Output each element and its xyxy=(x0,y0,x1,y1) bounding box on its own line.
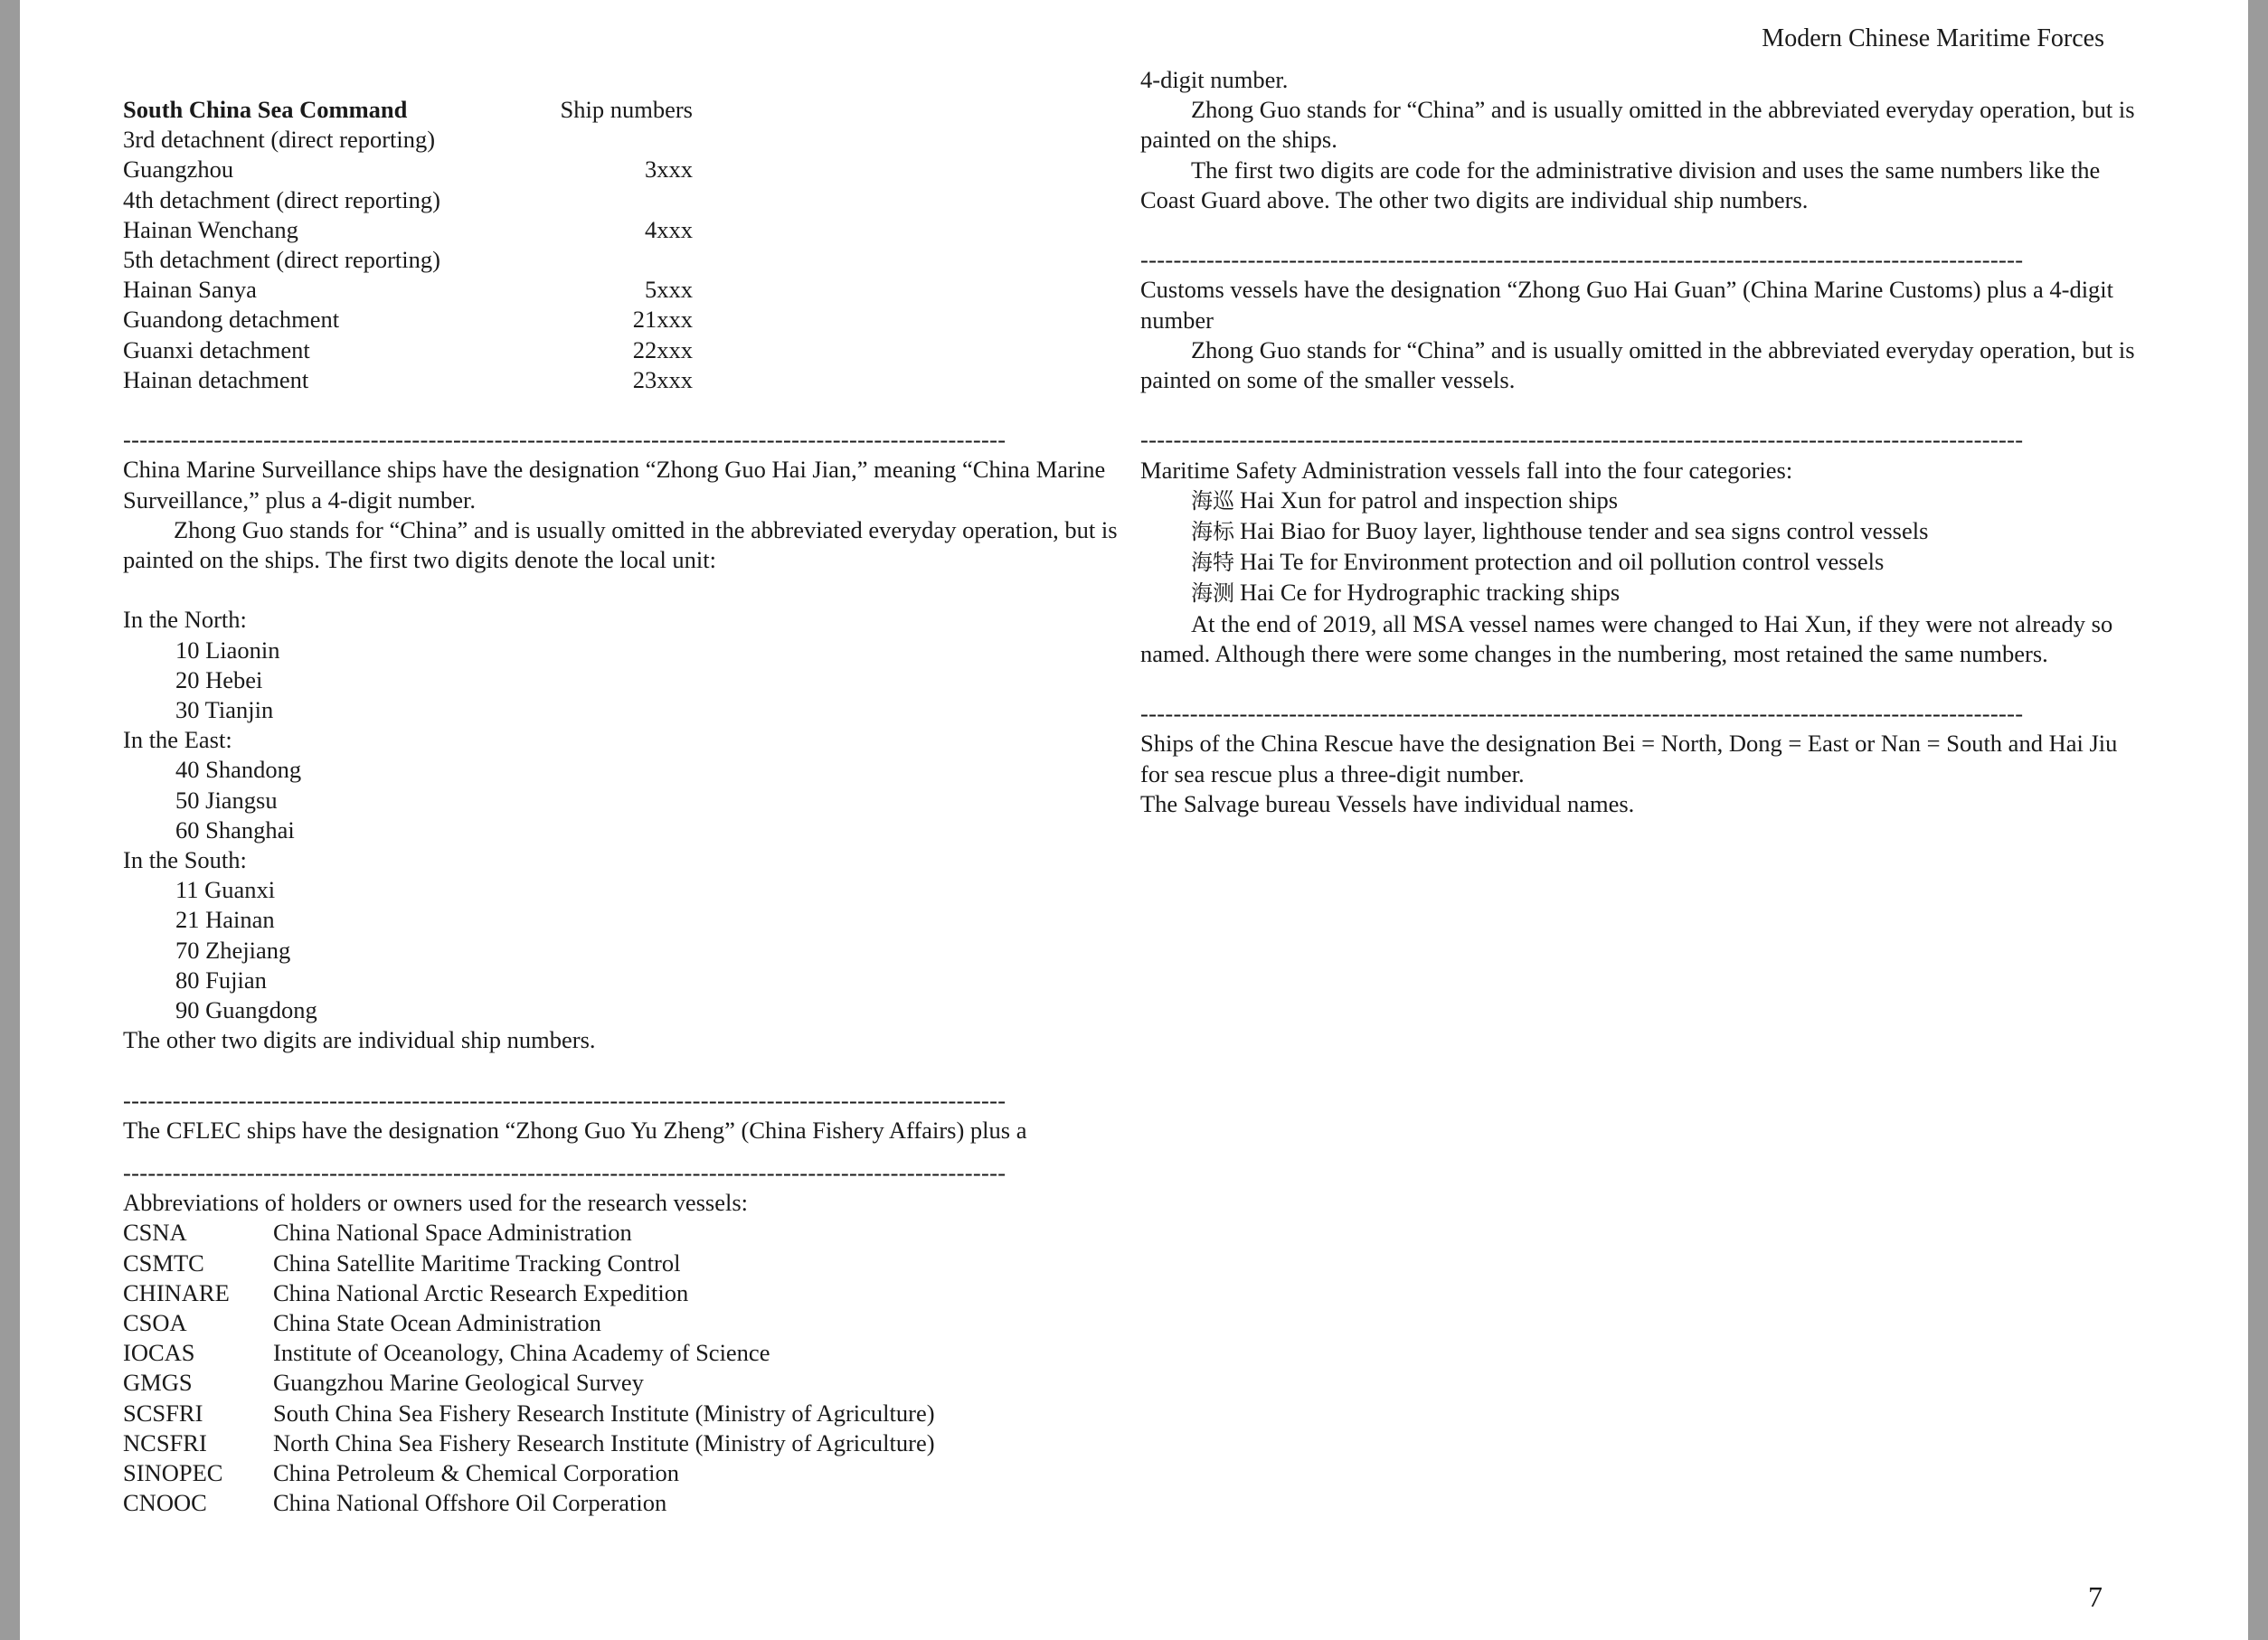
list-item xyxy=(123,1488,1118,1518)
unit-number: 5xxx xyxy=(645,276,693,304)
unit-name: Hainan Sanya xyxy=(123,276,257,304)
list-item: 80 Fujian xyxy=(175,966,267,994)
chinese-label: 海特 xyxy=(1191,550,1234,576)
paragraph-text: Zhong Guo stands for “China” and is usually omitted in the abbreviated everyday operation, but is painted on the ships. The first two digits denote the local unit: xyxy=(123,515,1118,574)
list-item xyxy=(1140,547,2144,578)
spacer xyxy=(123,1145,1118,1158)
unit-name: 3rd detachnent (direct reporting) xyxy=(123,126,436,154)
chinese-label: 海巡 xyxy=(1191,487,1234,514)
unit-name: 5th detachment (direct reporting) xyxy=(123,246,440,274)
unit-name: Guanxi detachment xyxy=(123,335,310,363)
list-item xyxy=(123,1399,1118,1428)
paragraph-text: Zhong Guo stands for “China” and is usually omitted in the abbreviated everyday operation, but is painted on the ships. xyxy=(1140,96,2135,154)
unit-number xyxy=(548,185,693,215)
separator-line: ----------------------------------------------------------------------------------------------------------- xyxy=(123,1159,1006,1187)
abbr-name: Guangzhou Marine Geological Survey xyxy=(273,1369,644,1397)
chinese-label: 海标 xyxy=(1191,519,1234,545)
unit-number: 4xxx xyxy=(645,215,693,243)
unit-number: 22xxx xyxy=(632,335,693,363)
list-item xyxy=(123,1218,1118,1248)
abbr-code: CNOOC xyxy=(123,1489,207,1517)
abbr-code: SCSFRI xyxy=(123,1399,203,1427)
item-text: Hai Biao for Buoy layer, lighthouse tender and sea signs control vessels xyxy=(1240,517,1929,545)
paragraph xyxy=(1140,156,2144,215)
table-row xyxy=(123,215,693,245)
paragraph: Ships of the China Rescue have the designation Bei = North, Dong = East or Nan = South and Hai Jiu for sea rescue plus a three-digit number. xyxy=(1140,730,2118,787)
unit-name: Hainan detachment xyxy=(123,365,309,393)
paragraph xyxy=(123,515,1118,575)
cflec-continued-text: 4-digit number. xyxy=(1140,66,1289,93)
paragraph-text: Zhong Guo stands for “China” and is usually omitted in the abbreviated everyday operation, but is painted on some of the smaller vessels. xyxy=(1140,335,2135,394)
chinese-label: 海测 xyxy=(1191,580,1234,607)
abbr-code: CSMTC xyxy=(123,1249,204,1277)
list-item: 30 Tianjin xyxy=(175,696,274,724)
unit-name: 4th detachment (direct reporting) xyxy=(123,185,440,213)
cflec-section-continued xyxy=(1140,65,2144,215)
table-row xyxy=(123,305,693,335)
customs-section xyxy=(1140,275,2144,395)
list-item: 50 Jiangsu xyxy=(175,786,278,814)
list-item xyxy=(123,1308,1118,1338)
list-item: 21 Hainan xyxy=(175,906,275,934)
south-china-sea-command-table xyxy=(123,95,1118,395)
paragraph: The other two digits are individual ship numbers. xyxy=(123,1026,596,1054)
paragraph-text: At the end of 2019, all MSA vessel names were changed to Hai Xun, if they were not already so named. Although there were some changes in the numbering, most retained the same numbers. xyxy=(1140,609,2113,667)
paragraph: China Marine Surveillance ships have the designation “Zhong Guo Hai Jian,” meaning “China Marine Surveillance,” plus a 4-digit number. xyxy=(123,456,1106,514)
abbr-name: North China Sea Fishery Research Institute (Ministry of Agriculture) xyxy=(273,1428,935,1456)
left-column xyxy=(123,95,1118,1519)
abbr-code: IOCAS xyxy=(123,1339,195,1367)
right-column xyxy=(1140,65,2144,819)
separator-line: ----------------------------------------------------------------------------------------------------------- xyxy=(1140,700,2024,728)
list-item: 20 Hebei xyxy=(175,665,263,693)
table-header-row xyxy=(123,95,693,125)
list-item: 40 Shandong xyxy=(175,756,302,784)
paragraph xyxy=(1140,609,2144,669)
separator-line: ----------------------------------------------------------------------------------------------------------- xyxy=(123,1086,1006,1114)
paragraph-text: The first two digits are code for the administrative division and uses the same numbers like the Coast Guard above. The other two digits are individual ship numbers. xyxy=(1140,156,2101,213)
paragraph: The Salvage bureau Vessels have individual names. xyxy=(1140,789,1635,817)
abbr-name: China National Arctic Research Expedition xyxy=(273,1278,689,1306)
unit-number xyxy=(548,125,693,155)
list-item xyxy=(123,1278,1118,1308)
list-item xyxy=(1140,578,2144,608)
region-label-north: In the North: xyxy=(123,606,247,634)
spacer xyxy=(1140,669,2144,699)
list-item xyxy=(123,1249,1118,1278)
table-row xyxy=(123,275,693,305)
list-item xyxy=(1140,485,2144,516)
msa-section xyxy=(1140,456,2144,669)
table-title: South China Sea Command xyxy=(123,96,408,123)
page-number: 7 xyxy=(2088,1580,2103,1613)
separator-line: ----------------------------------------------------------------------------------------------------------- xyxy=(123,426,1006,454)
abbr-code: NCSFRI xyxy=(123,1428,207,1456)
unit-name: Hainan Wenchang xyxy=(123,215,298,243)
abbr-code: CHINARE xyxy=(123,1278,230,1306)
spacer xyxy=(1140,395,2144,425)
table-row xyxy=(123,155,693,184)
abbr-name: China State Ocean Administration xyxy=(273,1309,601,1337)
paragraph: Customs vessels have the designation “Zhong Guo Hai Guan” (China Marine Customs) plus a 4-digit number xyxy=(1140,276,2114,334)
item-text: Hai Ce for Hydrographic tracking ships xyxy=(1240,579,1621,607)
spacer xyxy=(123,1055,1118,1085)
list-item: 10 Liaonin xyxy=(175,636,280,664)
abbr-code: CSOA xyxy=(123,1309,187,1337)
spacer xyxy=(123,575,1118,605)
table-row xyxy=(123,125,693,155)
abbreviations-section xyxy=(123,1188,1118,1518)
marine-surveillance-section xyxy=(123,455,1118,1055)
abbr-name: China Satellite Maritime Tracking Control xyxy=(273,1249,681,1277)
item-text: Hai Te for Environment protection and oil pollution control vessels xyxy=(1240,548,1885,576)
list-item: 70 Zhejiang xyxy=(175,936,291,964)
paragraph xyxy=(1140,335,2144,395)
unit-number: 3xxx xyxy=(645,156,693,184)
abbr-name: China National Space Administration xyxy=(273,1219,632,1247)
unit-number xyxy=(548,245,693,275)
abbr-code: CSNA xyxy=(123,1219,187,1247)
list-item: 90 Guangdong xyxy=(175,996,317,1024)
list-item xyxy=(123,1428,1118,1458)
list-item xyxy=(1140,516,2144,547)
unit-name: Guangzhou xyxy=(123,156,234,184)
table-row xyxy=(123,365,693,395)
separator-line: ----------------------------------------------------------------------------------------------------------- xyxy=(1140,246,2024,274)
rescue-section xyxy=(1140,729,2144,819)
region-label-east: In the East: xyxy=(123,726,232,754)
spacer xyxy=(123,395,1118,425)
region-label-south: In the South: xyxy=(123,846,247,874)
unit-number: 23xxx xyxy=(632,365,693,393)
list-item xyxy=(123,1338,1118,1368)
unit-name: Guandong detachment xyxy=(123,306,340,334)
table-row xyxy=(123,185,693,215)
list-item: 60 Shanghai xyxy=(175,815,295,844)
item-text: Hai Xun for patrol and inspection ships xyxy=(1240,485,1619,514)
table-row xyxy=(123,245,693,275)
abbreviations-intro: Abbreviations of holders or owners used for the research vessels: xyxy=(123,1189,749,1217)
separator-line: ----------------------------------------------------------------------------------------------------------- xyxy=(1140,426,2024,454)
abbr-name: South China Sea Fishery Research Institute (Ministry of Agriculture) xyxy=(273,1399,935,1427)
paragraph xyxy=(1140,95,2144,155)
abbr-code: SINOPEC xyxy=(123,1459,223,1487)
abbr-name: Institute of Oceanology, China Academy of Science xyxy=(273,1339,770,1367)
msa-intro: Maritime Safety Administration vessels fall into the four categories: xyxy=(1140,456,1793,484)
abbr-code: GMGS xyxy=(123,1369,193,1397)
list-item xyxy=(123,1368,1118,1398)
cflec-paragraph-start: The CFLEC ships have the designation “Zhong Guo Yu Zheng” (China Fishery Affairs) plus a xyxy=(123,1116,1027,1144)
document-page xyxy=(20,0,2248,1640)
running-header: Modern Chinese Maritime Forces xyxy=(1762,24,2104,52)
table-row xyxy=(123,335,693,365)
list-item: 11 Guanxi xyxy=(175,876,276,904)
abbr-name: China Petroleum & Chemical Corporation xyxy=(273,1459,679,1487)
abbr-name: China National Offshore Oil Corperation xyxy=(273,1489,667,1517)
ship-numbers-header: Ship numbers xyxy=(560,96,693,123)
list-item xyxy=(123,1458,1118,1488)
unit-number: 21xxx xyxy=(632,306,693,334)
spacer xyxy=(1140,215,2144,245)
